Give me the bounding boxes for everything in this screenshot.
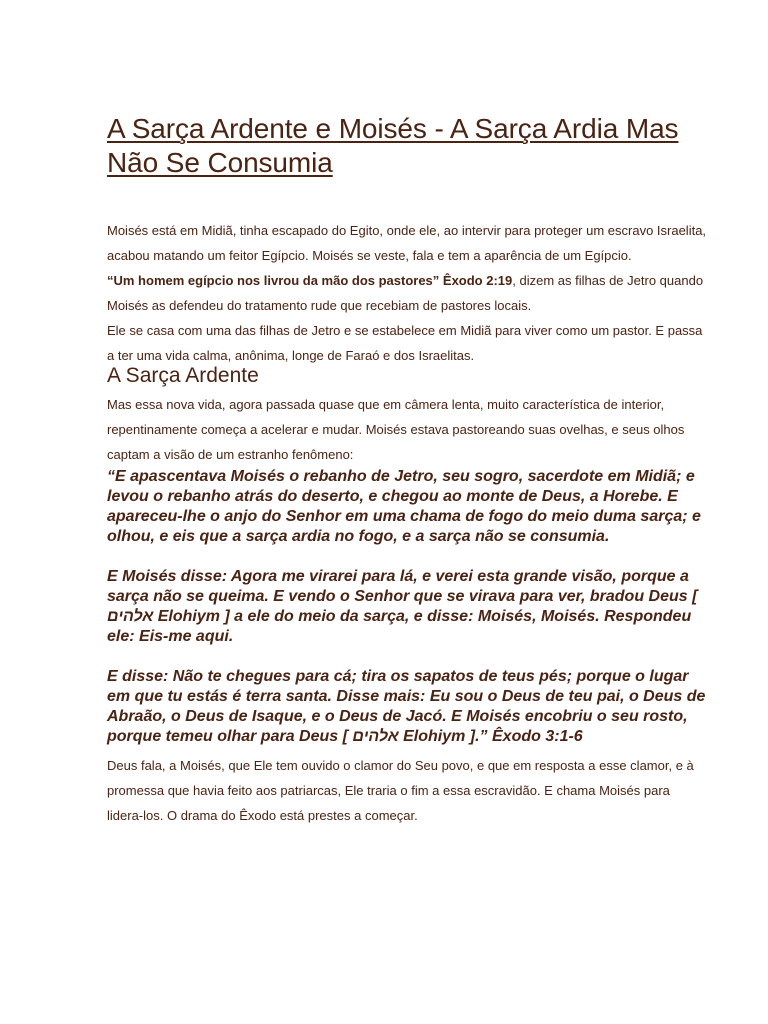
scripture-quote-3-start: E disse: Não te chegues para cá; tira os sapatos de teus pés; porque o lugar em que tu estás é terra santa. Disse mais: Eu sou o Deus de teu pai, o Deus de Abraão, o Deus de Isaque, e o Deus de Jacó. E Moisés encobriu o seu rosto, porque temeu olhar para Deus [ (107, 668, 706, 745)
scripture-quote-2 (107, 567, 707, 647)
scripture-quote-3 (107, 667, 707, 747)
scripture-quote-3-end: Elohiym ].” Êxodo 3:1-6 (398, 728, 583, 745)
intro-after-quote: , dizem as filhas de Jetro quando Moisés as defendeu do tratamento rude que recebiam de pastores locais. (107, 273, 704, 313)
intro-line-1: Moisés está em Midiã, tinha escapado do Egito, onde ele, ao intervir para proteger um escravo Israelita, acabou matando um feitor Egípcio. Moisés se veste, fala e tem a aparência de um Egípcio. (107, 223, 707, 263)
scripture-quote-2-end: Elohiym ] a ele do meio da sarça, e disse: Moisés, Moisés. Respondeu ele: Eis-me aqui. (107, 608, 692, 645)
scripture-quote-2-start: E Moisés disse: Agora me virarei para lá, e verei esta grande visão, porque a sarça não se queima. E vendo o Senhor que se virava para ver, bradou Deus [ (107, 568, 698, 605)
quote-spacer (107, 647, 707, 667)
closing-paragraph: Deus fala, a Moisés, que Ele tem ouvido o clamor do Seu povo, e que em resposta a esse clamor, e à promessa que havia feito aos patriarcas, Ele traria o fim a essa escravidão. E chama Moisés para lidera-los. O drama do Êxodo está prestes a começar. (107, 758, 694, 823)
document-page (107, 112, 707, 828)
hebrew-word-2: אלהים (352, 728, 399, 745)
hebrew-word-1: אלהים (107, 608, 154, 625)
intro-paragraph (107, 218, 707, 368)
intro-line-2: Ele se casa com uma das filhas de Jetro e se estabelece em Midiã para viver como um pastor. E passa a ter uma vida calma, anônima, longe de Faraó e dos Israelitas. (107, 323, 703, 363)
page-title: A Sarça Ardente e Moisés - A Sarça Ardia Mas Não Se Consumia (107, 113, 679, 178)
scripture-quote-1: “E apascentava Moisés o rebanho de Jetro, seu sogro, sacerdote em Midiã; e levou o rebanho atrás do deserto, e chegou ao monte de Deus, a Horebe. E apareceu-lhe o anjo do Senhor em uma chama de fogo do meio duma sarça; e olhou, e eis que a sarça ardia no fogo, e a sarça não se consumia. (107, 468, 701, 545)
section-heading: A Sarça Ardente (107, 364, 259, 387)
quote-spacer (107, 547, 707, 567)
section-paragraph: Mas essa nova vida, agora passada quase que em câmera lenta, muito característica de interior, repentinamente começa a acelerar e mudar. Moisés estava pastoreando suas ovelhas, e seus olhos captam a visão de um estranho fenômeno: (107, 397, 685, 462)
intro-quote: “Um homem egípcio nos livrou da mão dos pastores” Êxodo 2:19 (107, 273, 513, 288)
